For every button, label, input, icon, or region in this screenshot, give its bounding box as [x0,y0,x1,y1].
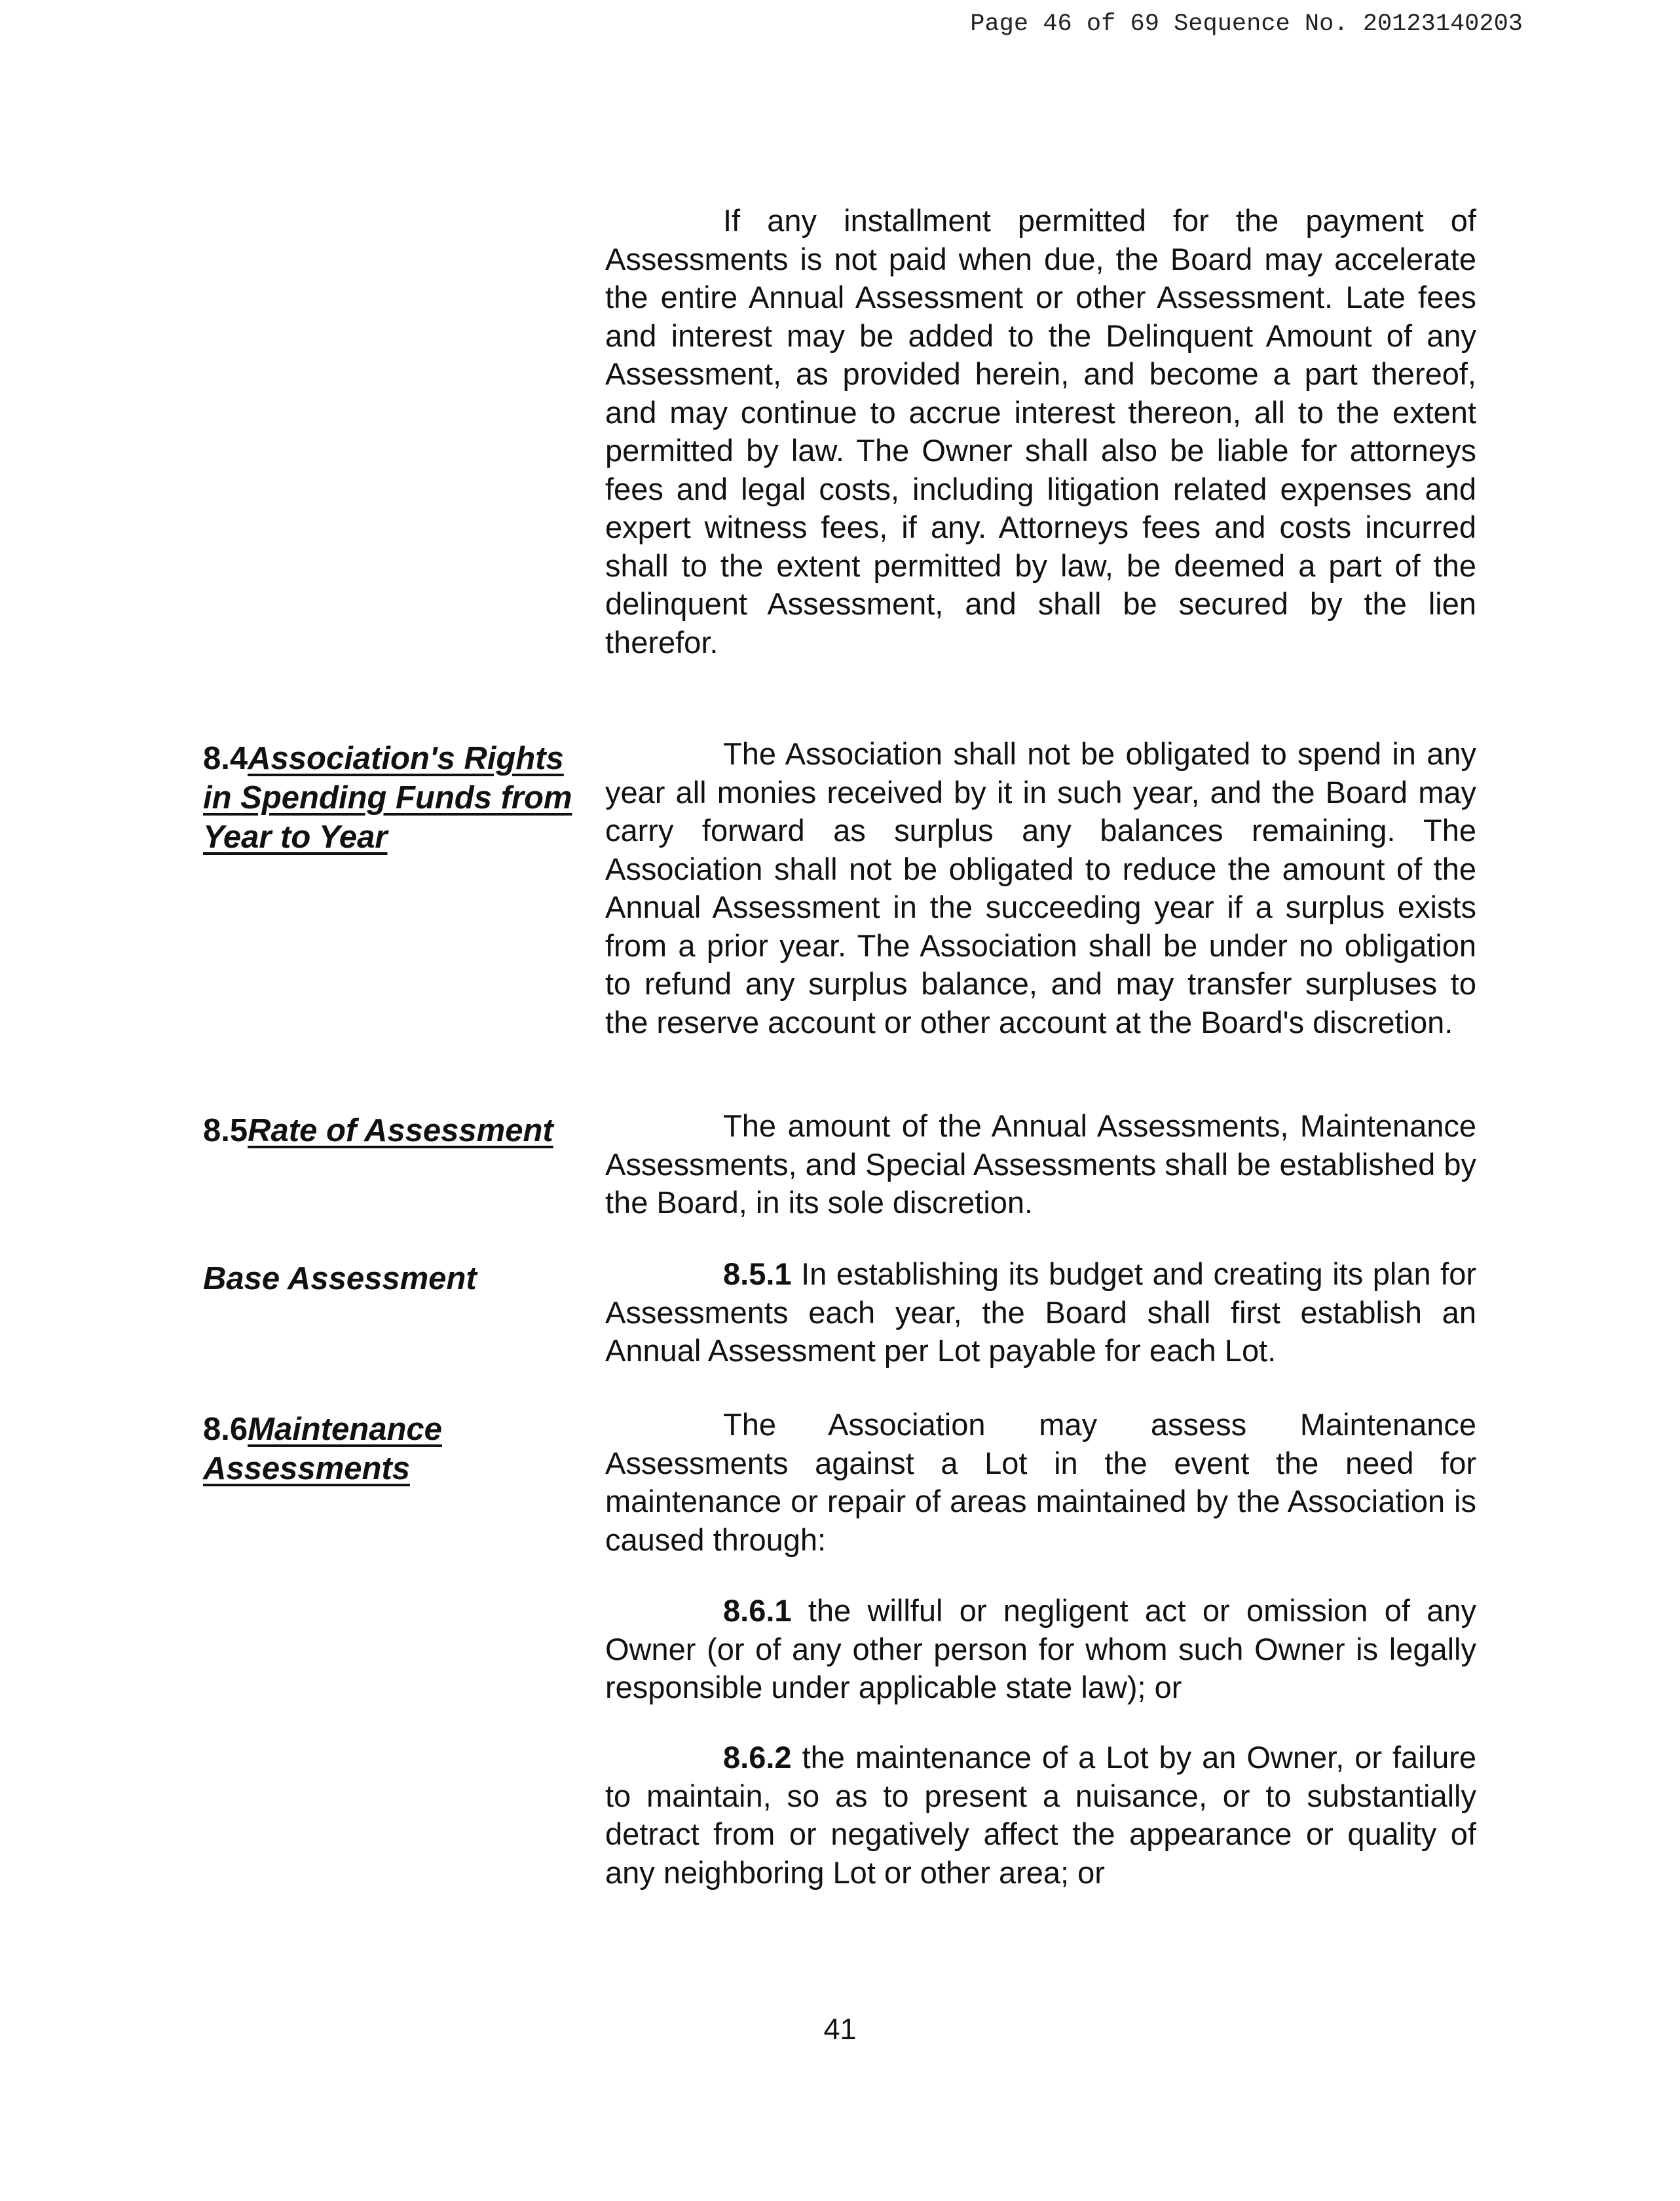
section-8-6-2-body: the maintenance of a Lot by an Owner, or failure to maintain, so as to present a nuisance, or to substantially detract from or negatively affect the appearance or quality of any neighboring Lot or other area; or [605,1740,1477,1890]
section-8-5-1-number: 8.5.1 [723,1256,792,1291]
base-assessment-label: Base Assessment [203,1261,477,1296]
section-8-4-body: The Association shall not be obligated to spend in any year all monies received by it in such year, and the Board may carry forward as surplus any balances remaining. The Association shall not be obligated to reduce the amount of the Annual Assessment in the succeeding year if a surplus exists from a prior year. The Association shall be under no obligation to refund any surplus balance, and may transfer surpluses to the reserve account or other account at the Board's discretion. [605,736,1476,1040]
section-8-6-1-number: 8.6.1 [723,1593,792,1628]
section-8-5-paragraph [605,1107,1476,1222]
page-number: 41 [823,2012,857,2046]
section-8-4-heading [203,739,583,857]
section-8-6-1-paragraph [605,1592,1476,1707]
section-8-6-1-body: the willful or negligent act or omission of any Owner (or of any other person for whom such Owner is legally responsible under applicable state law); or [605,1593,1476,1704]
base-assessment-heading [203,1259,583,1298]
section-8-5-1-body: In establishing its budget and creating its plan for Assessments each year, the Board shall first establish an Annual Assessment per Lot payable for each Lot. [605,1256,1477,1368]
section-8-6-body: The Association may assess Maintenance Assessments against a Lot in the event the need for maintenance or repair of areas maintained by the Association is caused through: [605,1407,1476,1557]
section-8-5-title: Rate of Assessment [248,1113,553,1148]
page-sequence-stamp: Page 46 of 69 Sequence No. 20123140203 [970,10,1523,38]
section-8-4-title: Association's Rights in Spending Funds from Year to Year [203,741,572,855]
intro-paragraph [605,202,1476,662]
section-8-6-2-number: 8.6.2 [723,1740,792,1775]
section-8-6-2-paragraph [605,1739,1476,1892]
section-8-5-number: 8.5 [203,1113,248,1148]
section-8-5-1-paragraph [605,1255,1476,1370]
section-8-5-heading [203,1111,583,1150]
section-8-6-number: 8.6 [203,1412,248,1447]
section-8-6-heading [203,1410,583,1488]
section-8-5-body: The amount of the Annual Assessments, Maintenance Assessments, and Special Assessments shall be established by the Board, in its sole discretion. [605,1108,1476,1220]
section-8-4-number: 8.4 [203,741,248,776]
intro-text: If any installment permitted for the payment of Assessments is not paid when due, the Board may accelerate the entire Annual Assessment or other Assessment. Late fees and interest may be added to the Delinquent Amount of any Assessment, as provided herein, and become a part thereof, and may continue to accrue interest thereon, all to the extent permitted by law. The Owner shall also be liable for attorneys fees and legal costs, including litigation related expenses and expert witness fees, if any. Attorneys fees and costs incurred shall to the extent permitted by law, be deemed a part of the delinquent Assessment, and shall be secured by the lien therefor. [605,203,1476,660]
section-8-4-paragraph [605,735,1476,1042]
section-8-6-title: Maintenance Assessments [203,1412,442,1486]
section-8-6-paragraph [605,1406,1476,1559]
